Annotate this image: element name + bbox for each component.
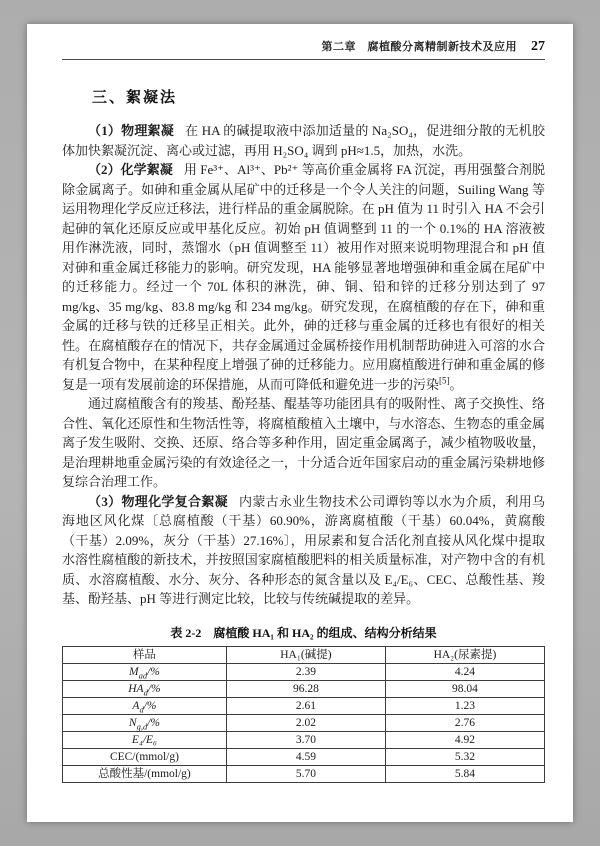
- row-label-sub: d: [139, 703, 144, 714]
- paragraph-text: 。: [449, 376, 463, 392]
- paragraph-text: 通过腐植酸含有的羧基、酚羟基、醌基等功能团具有的吸附性、离子交换性、络合性、氧化还原性和生物活性等，将腐植酸植入土壤中，与水溶态、生物态的重金属离子发生吸附、交换、还原、络合等多种作用，固定重金属离子，减少植物吸收量，是治理耕地重金属污染的有效途径之一，十分适合近年国家启动的重金属污染耕地修复综合治理工作。: [62, 396, 545, 489]
- row-label-suffix: /%: [143, 699, 157, 712]
- column-header: 样品: [63, 646, 227, 663]
- row-label-sub: ad: [138, 669, 148, 680]
- paragraph-text: 内蒙古永业生物技术公司谭钧等以水为介质，利用乌海地区风化煤〔总腐植酸（干基）60.90%，游离腐植酸（干基）60.04%，黄腐酸（干基）2.09%，灰分（干基）27.16%〕，用尿素和复合活化剂直接从风化煤中提取水溶性腐植酸的新技术，并按照国家腐植酸肥料的相关质量标准，对产物中含的有机质、水溶腐植酸、水分、灰分、各种形态的氮含量以及 E₄/E₆、CEC、总酸性基、羧基、酚羟基、pH 等进行测定比较，比较与传统碱提取的差异。: [62, 493, 545, 606]
- row-label: [63, 663, 227, 680]
- row-label: [63, 748, 227, 765]
- analysis-table: [62, 646, 545, 783]
- running-head: [62, 38, 545, 60]
- column-header: HA₂(尿素提): [385, 646, 544, 663]
- cell-value: 2.02: [226, 714, 385, 731]
- row-label-main: M: [129, 665, 139, 678]
- paragraph-text: 在 HA 的碱提取液中添加适量的 Na₂SO₄，促进细分散的无机胶体加快絮凝沉淀、离心或过滤，再用 H₂SO₄ 调到 pH≈1.5，加热，水洗。: [62, 123, 545, 158]
- row-label: [63, 680, 227, 697]
- paragraph: [62, 492, 545, 609]
- row-label: [63, 714, 227, 731]
- paragraph-lead: （1）物理絮凝: [88, 123, 174, 138]
- section-heading: 三、絮凝法: [92, 90, 178, 106]
- citation-marker: [5]: [439, 375, 450, 386]
- table-row: [63, 748, 545, 765]
- row-label-main: CEC/(mmol/g): [109, 750, 179, 763]
- row-label-suffix: /%: [147, 665, 160, 678]
- chapter-title: 第二章 腐植酸分离精制新技术及应用: [321, 41, 517, 53]
- cell-value: 1.23: [385, 697, 544, 714]
- cell-value: 98.04: [385, 680, 544, 697]
- cell-value: 4.24: [385, 663, 544, 680]
- table-row: [63, 680, 545, 697]
- cell-value: 5.70: [226, 765, 385, 782]
- table-row: [63, 663, 545, 680]
- table-header-row: [63, 646, 545, 663]
- row-label-main: E₄/E₆: [131, 733, 158, 746]
- table-row: [63, 731, 545, 748]
- paragraph: [62, 121, 545, 160]
- cell-value: 5.84: [385, 765, 544, 782]
- column-header: HA₁(碱提): [226, 646, 385, 663]
- row-label: [63, 697, 227, 714]
- paragraph-lead: （3）物理化学复合絮凝: [88, 493, 228, 509]
- row-label-main: HA: [128, 682, 144, 695]
- cell-value: 2.39: [226, 663, 385, 680]
- row-label-sub: g,d: [136, 720, 148, 731]
- book-page: [27, 24, 573, 822]
- cell-value: 2.76: [385, 714, 544, 731]
- paragraph: [62, 160, 545, 394]
- table-row: [63, 765, 545, 782]
- row-label-main: 总酸性基/(mmol/g): [98, 767, 191, 780]
- row-label-suffix: /%: [147, 682, 161, 695]
- cell-value: 2.61: [226, 697, 385, 714]
- cell-value: 4.59: [226, 748, 385, 765]
- paragraph-lead: （2）化学絮凝: [88, 162, 173, 177]
- table-row: [63, 714, 545, 731]
- row-label: [63, 731, 227, 748]
- cell-value: 3.70: [226, 731, 385, 748]
- cell-value: 5.32: [385, 748, 544, 765]
- table-row: [63, 697, 545, 714]
- paragraph: [62, 394, 545, 492]
- row-label-main: A: [132, 699, 140, 712]
- body-text: [62, 121, 545, 609]
- row-label: [63, 765, 227, 782]
- page-number: 27: [531, 39, 545, 54]
- row-label-sub: d: [143, 686, 148, 697]
- cell-value: 4.92: [385, 731, 544, 748]
- row-label-suffix: /%: [147, 716, 160, 729]
- paragraph-text: 用 Fe³⁺、Al³⁺、Pb²⁺ 等高价重金属将 FA 沉淀，再用强螯合剂脱除金属离子。如砷和重金属从尾矿中的迁移是一个令人关注的问题，Suiling Wang 等运用物理化学反应迁移法，进行样品的重金属脱除。在 pH 值为 11 时引入 HA 不会引起砷的氧化还原反应或甲基化反应。初始 pH 值调整到 11 的一个 0.1%的 HA 溶液被用作淋洗液，同时，蒸馏水（pH 值调整至 11）被用作对照来说明物理混合和 pH 值对砷和重金属迁移能力的影响。研究发现，HA 能够显著地增强砷和重金属在尾矿中的迁移能力。经过一个 70L 体积的淋洗，砷、铜、铅和锌的迁移分别达到了 97 mg/kg、35 mg/kg、83.8 mg/kg 和 234 mg/kg。研究发现，在腐植酸的存在下，砷和重金属的迁移与铁的迁移呈正相关。此外，砷的迁移与重金属的迁移也有很好的相关性。在腐植酸存在的情况下，共存金属通过金属桥接作用机制帮助砷进入可溶的水合有机复合物中，在某种程度上增强了砷的迁移能力。应用腐植酸进行砷和重金属的修复是一项有发展前途的环保措施，从而可降低和避免进一步的污染: [62, 162, 545, 392]
- table-caption: 表 2-2 腐植酸 HA₁ 和 HA₂ 的组成、结构分析结果: [170, 625, 437, 640]
- cell-value: 96.28: [226, 680, 385, 697]
- row-label-main: N: [128, 716, 137, 729]
